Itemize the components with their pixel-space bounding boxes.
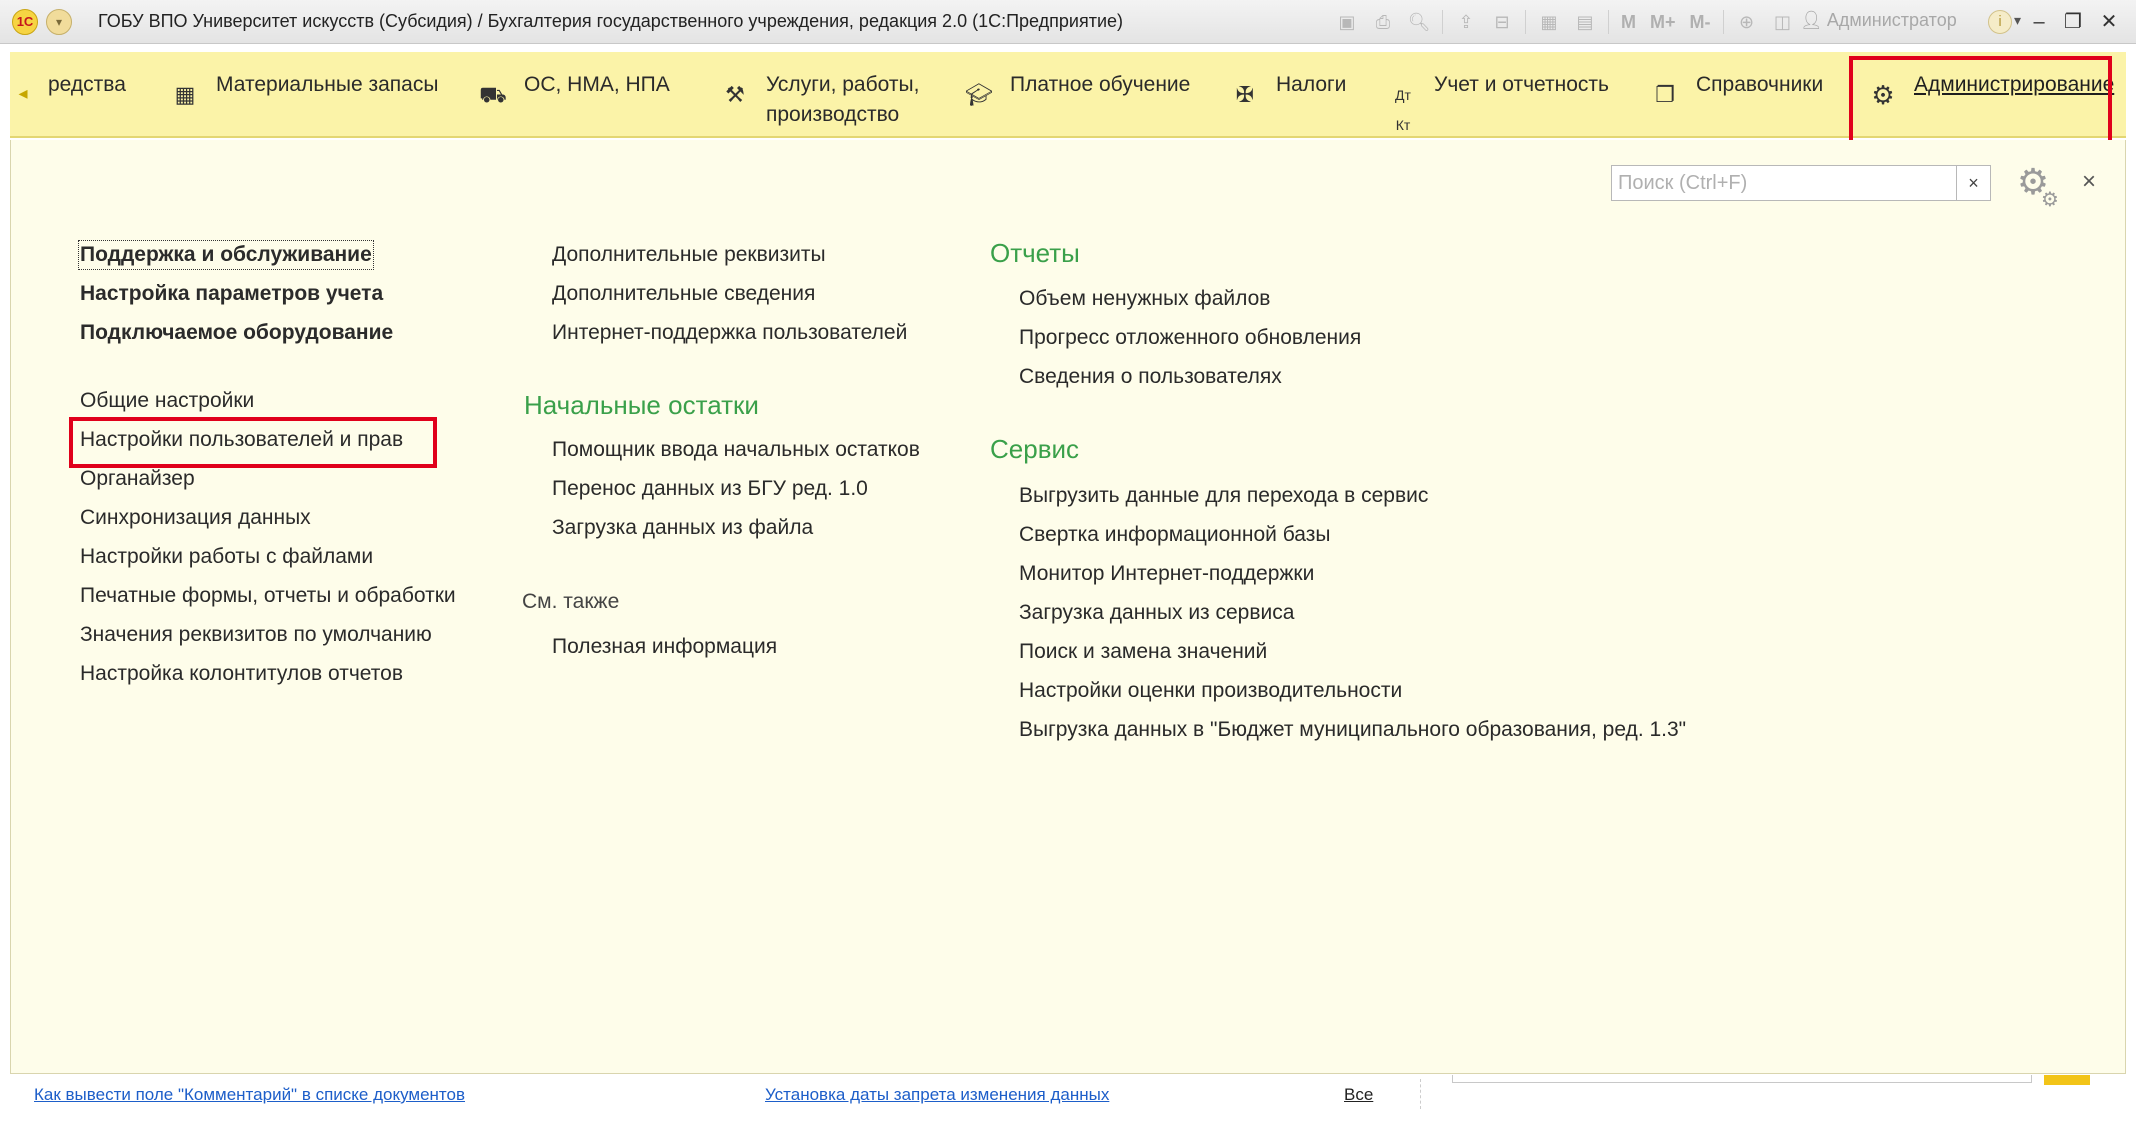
restore-icon[interactable]: ❐ [2064,11,2082,33]
group-reports: Отчеты [990,238,1080,268]
search-input[interactable] [1611,165,1957,201]
memory-button[interactable]: M [1621,12,1636,32]
divider [1420,1079,1421,1109]
link-organizer[interactable]: Органайзер [80,467,195,490]
section-label: Налоги [1276,73,1347,96]
close-icon[interactable]: ✕ [2100,11,2118,33]
toolbar-separator [1723,10,1724,34]
truck-icon: ⛟ [479,82,507,107]
panel-icon[interactable]: ◫ [1774,12,1792,32]
link-transfer-from-bgu[interactable]: Перенос данных из БГУ ред. 1.0 [552,477,868,500]
link-accounting-parameters[interactable]: Настройка параметров учета [80,282,384,305]
section-accounting-reporting[interactable] [1388,70,1609,133]
section-taxes[interactable] [1230,70,1346,110]
memory-subtract-button[interactable]: M- [1689,12,1711,32]
small-gear-icon: ⚙ [2041,189,2059,211]
section-assets[interactable] [48,70,126,100]
title-toolbar [1332,8,1798,36]
user-name: Администратор [1826,10,1957,30]
link-export-municipal-budget[interactable]: Выгрузка данных в "Бюджет муниципального образования, ред. 1.3" [1019,718,1687,741]
link-users-and-rights[interactable]: Настройки пользователей и прав [80,428,404,451]
main-menu-icon[interactable]: ▾ [46,9,72,35]
link-additional-attributes[interactable]: Дополнительные реквизиты [552,243,826,266]
sections-panel [10,52,2126,138]
tools-icon: ⚒ [725,82,745,107]
bottom-action-button[interactable] [2044,1075,2090,1085]
debit-credit-icon: Дт Кт [1395,87,1411,133]
toolbar-separator [1525,10,1526,34]
section-label: Учет и отчетность [1434,73,1609,96]
print-icon[interactable]: ⎙ [1375,12,1391,32]
close-panel-button[interactable]: × [2081,168,2096,195]
see-also-label: См. также [522,590,620,613]
link-find-replace-values[interactable]: Поиск и замена значений [1019,640,1268,663]
grid-icon: ▦ [174,82,196,107]
save-icon[interactable]: ▣ [1338,12,1356,32]
link-opening-balances-wizard[interactable]: Помощник ввода начальных остатков [552,438,920,461]
section-label: Материальные запасы [216,73,439,96]
toolbar-separator [1608,10,1609,34]
administration-panel [10,140,2126,1074]
app-logo-icon[interactable]: 1С [12,9,38,35]
link-useful-info[interactable]: Полезная информация [552,635,778,658]
toolbar-separator [1442,10,1443,34]
chevron-left-icon[interactable]: ◂ [18,83,28,103]
section-fixed-assets[interactable] [478,70,670,110]
current-user[interactable] [1800,10,1957,31]
link-comment-field-howto[interactable]: Как вывести поле "Комментарий" в списке документов [34,1085,466,1104]
settings-gear-icon[interactable]: ⚙ ⚙ [2009,161,2057,203]
link-infobase-collapse[interactable]: Свертка информационной базы [1019,523,1331,546]
link-internet-support[interactable]: Интернет-поддержка пользователей [552,321,908,344]
search-clear-button[interactable]: × [1957,165,1991,201]
link-users-info[interactable]: Сведения о пользователях [1019,365,1282,388]
link-report-headers[interactable]: Настройка колонтитулов отчетов [80,662,403,685]
gear-icon: ⚙ [1871,80,1895,110]
link-performance-settings[interactable]: Настройки оценки производительности [1019,679,1403,702]
link-load-from-file[interactable]: Загрузка данных из файла [552,516,814,539]
link-print-forms[interactable]: Печатные формы, отчеты и обработки [80,584,456,607]
user-icon: 👤︎ [1800,10,1823,30]
section-label: Администрирование [1914,73,2115,96]
users-rights-highlight-frame [69,417,437,468]
window-title: ГОБУ ВПО Университет искусств (Субсидия) / Бухгалтерия государственного учреждения, редакция 2.0 (1С:Предприятие) [98,11,1124,31]
section-label: ОС, НМА, НПА [524,73,670,96]
chevron-down-icon[interactable]: ▾ [2014,12,2022,28]
info-icon[interactable]: i [1988,10,2012,34]
link-support-maintenance[interactable]: Поддержка и обслуживание [80,243,372,266]
link-file-settings[interactable]: Настройки работы с файлами [80,545,374,568]
group-service: Сервис [990,434,1080,464]
link-additional-info[interactable]: Дополнительные сведения [552,282,816,305]
emblem-icon: ✠ [1235,82,1255,107]
graduation-cap-icon: 🎓︎ [965,82,993,107]
books-icon: ❐ [1655,82,1675,107]
title-bar [0,0,2136,44]
link-all[interactable]: Все [1344,1085,1374,1104]
section-services-works[interactable] [720,70,919,130]
group-opening-balances: Начальные остатки [524,390,759,420]
link-edit-lock-date[interactable]: Установка даты запрета изменения данных [765,1085,1110,1104]
section-paid-education[interactable] [964,70,1190,110]
section-label: Платное обучение [1010,73,1191,96]
section-references[interactable] [1650,70,1823,110]
section-label: редства [48,73,126,96]
zoom-icon[interactable]: ⊕ [1738,12,1755,32]
memory-add-button[interactable]: M+ [1650,12,1676,32]
preview-icon[interactable]: 🔍︎ [1407,12,1431,32]
link-load-from-service[interactable]: Загрузка данных из сервиса [1019,601,1295,624]
link-data-sync[interactable]: Синхронизация данных [80,506,311,529]
attach-icon[interactable]: ⊟ [1494,12,1510,32]
section-material-reserves[interactable] [170,70,438,110]
section-label: Услуги, работы, производство [766,73,920,126]
calendar-icon[interactable]: ▤ [1576,12,1594,32]
underlying-page-strip [0,1075,2136,1127]
send-icon[interactable]: ⇪ [1458,12,1474,32]
link-deferred-update-progress[interactable]: Прогресс отложенного обновления [1019,326,1362,349]
section-label: Справочники [1696,73,1824,96]
administration-highlight-frame [1849,56,2115,152]
minimize-icon[interactable]: – [2033,11,2045,33]
link-connected-equipment[interactable]: Подключаемое оборудование [80,321,394,344]
link-default-values[interactable]: Значения реквизитов по умолчанию [80,623,432,646]
bottom-input-field[interactable] [1452,1075,2032,1083]
link-internet-support-monitor[interactable]: Монитор Интернет-поддержки [1019,562,1315,585]
calculator-icon[interactable]: ▦ [1540,12,1558,32]
link-unneeded-files-volume[interactable]: Объем ненужных файлов [1019,287,1271,310]
link-general-settings[interactable]: Общие настройки [80,389,255,412]
link-export-for-service[interactable]: Выгрузить данные для перехода в сервис [1019,484,1429,507]
